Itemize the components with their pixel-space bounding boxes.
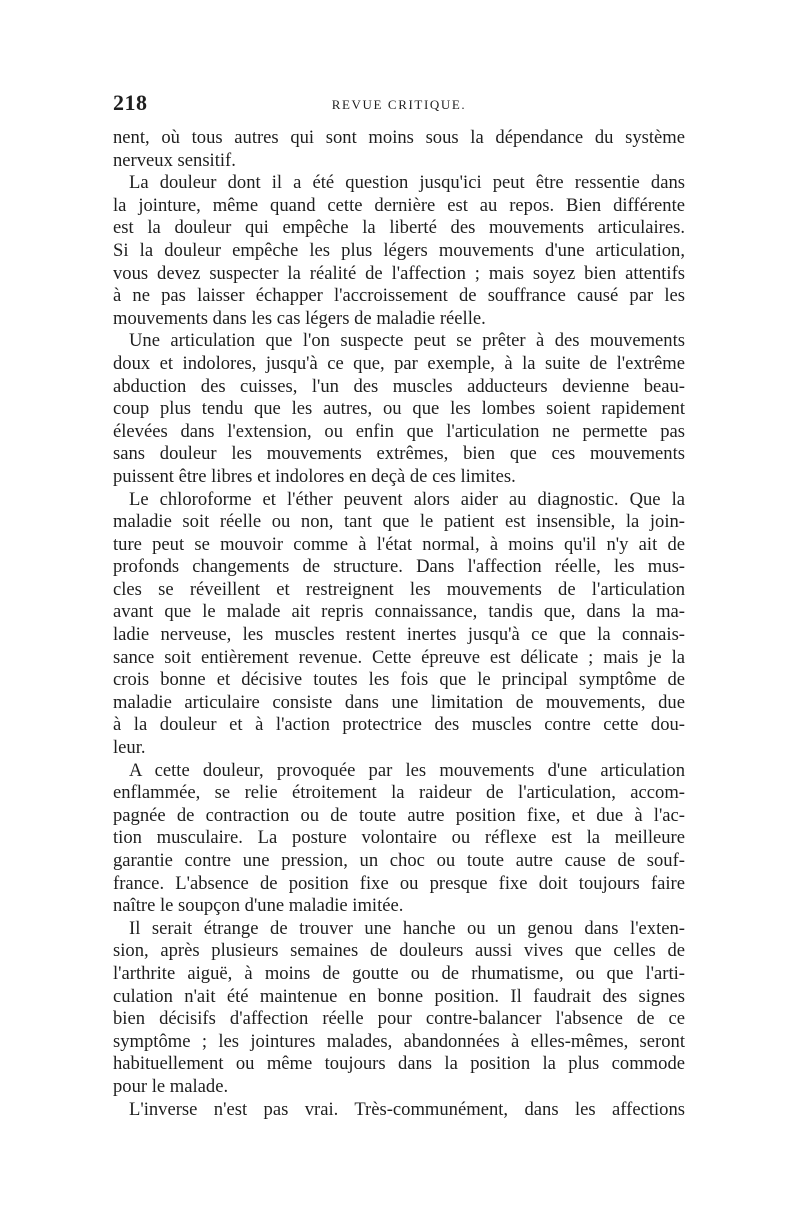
text-line: A cette douleur, provoquée par les mouvements d'une articulation [129, 759, 685, 781]
text-line: Il serait étrange de trouver une hanche ou un genou dans l'exten- [129, 917, 685, 939]
text-line: l'arthrite aiguë, à moins de goutte ou de rhumatisme, ou que l'arti- [113, 962, 685, 984]
text-line: bien décisifs d'affection réelle pour contre-balancer l'absence de ce [113, 1008, 685, 1030]
text-line: avant que le malade ait repris connaissance, tandis que, dans la ma- [113, 601, 685, 623]
text-line: élevées dans l'extension, ou enfin que l'articulation ne permette pas [113, 420, 685, 442]
text-line: profonds changements de structure. Dans l'affection réelle, les mus- [113, 556, 685, 578]
text-line: Une articulation que l'on suspecte peut se prêter à des mouvements [129, 330, 685, 352]
text-line: nent, où tous autres qui sont moins sous la dépendance du système [113, 127, 685, 148]
text-line: doux et indolores, jusqu'à ce que, par exemple, à la suite de l'extrême [113, 352, 685, 374]
text-line: maladie soit réelle ou non, tant que le patient est insensible, la join- [113, 511, 685, 533]
text-line: Si la douleur empêche les plus légers mouvements d'une articulation, [113, 239, 685, 261]
running-title: REVUE CRITIQUE. [331, 97, 467, 112]
page-header [113, 90, 685, 120]
text-line: leur. [113, 737, 146, 759]
text-line: à la douleur et à l'action protectrice des muscles contre cette dou- [113, 714, 685, 736]
page-number: 218 [113, 90, 148, 115]
text-line: L'inverse n'est pas vrai. Très-communément, dans les affections [129, 1098, 685, 1120]
text-line: crois bonne et décisive toutes les fois que le principal symptôme de [113, 669, 685, 691]
text-line: naître le soupçon d'une maladie imitée. [113, 895, 404, 917]
text-line: sion, après plusieurs semaines de douleurs aussi vives que celles de [113, 940, 685, 962]
text-line: est la douleur qui empêche la liberté des mouvements articulaires. [113, 217, 685, 239]
text-line: tion musculaire. La posture volontaire ou réflexe est la meilleure [113, 827, 685, 849]
text-line: cles se réveillent et restreignent les mouvements de l'articulation [113, 578, 685, 600]
text-line: la jointure, même quand cette dernière est au repos. Bien différente [113, 194, 685, 216]
text-line: pour le malade. [113, 1075, 229, 1097]
text-line: ture peut se mouvoir comme à l'état normal, à moins qu'il n'y ait de [113, 533, 685, 555]
text-line: abduction des cuisses, l'un des muscles adducteurs devienne beau- [113, 375, 685, 397]
text-line: enflammée, se relie étroitement la raideur de l'articulation, accom- [113, 782, 685, 804]
text-line: à ne pas laisser échapper l'accroissement de souffrance causé par les [113, 285, 685, 307]
text-line: culation n'ait été maintenue en bonne position. Il faudrait des signes [113, 985, 685, 1007]
text-line: pagnée de contraction ou de toute autre position fixe, et due à l'ac- [113, 804, 685, 826]
text-line: sance soit entièrement revenue. Cette épreuve est délicate ; mais je la [113, 646, 685, 668]
text-line: mouvements dans les cas légers de maladie réelle. [113, 307, 486, 329]
body-text [113, 127, 685, 1121]
text-line: france. L'absence de position fixe ou presque fixe doit toujours faire [113, 872, 685, 894]
text-line: puissent être libres et indolores en deçà de ces limites. [113, 465, 516, 487]
text-line: Le chloroforme et l'éther peuvent alors aider au diagnostic. Que la [129, 488, 685, 510]
text-line: maladie articulaire consiste dans une limitation de mouvements, due [113, 691, 685, 713]
text-line: garantie contre une pression, un choc ou toute autre cause de souf- [113, 850, 685, 871]
text-line: La douleur dont il a été question jusqu'ici peut être ressentie dans [129, 172, 685, 194]
text-line: sans douleur les mouvements extrêmes, bien que ces mouvements [113, 443, 685, 465]
text-line: vous devez suspecter la réalité de l'affection ; mais soyez bien attentifs [113, 262, 685, 284]
text-line: ladie nerveuse, les muscles restent inertes jusqu'à ce que la connais- [113, 624, 685, 646]
text-line: habituellement ou même toujours dans la position la plus commode [113, 1053, 685, 1075]
text-line: symptôme ; les jointures malades, abandonnées à elles-mêmes, seront [113, 1030, 685, 1052]
text-line: coup plus tendu que les autres, ou que les lombes soient rapidement [113, 398, 685, 420]
text-line: nerveux sensitif. [113, 149, 236, 171]
